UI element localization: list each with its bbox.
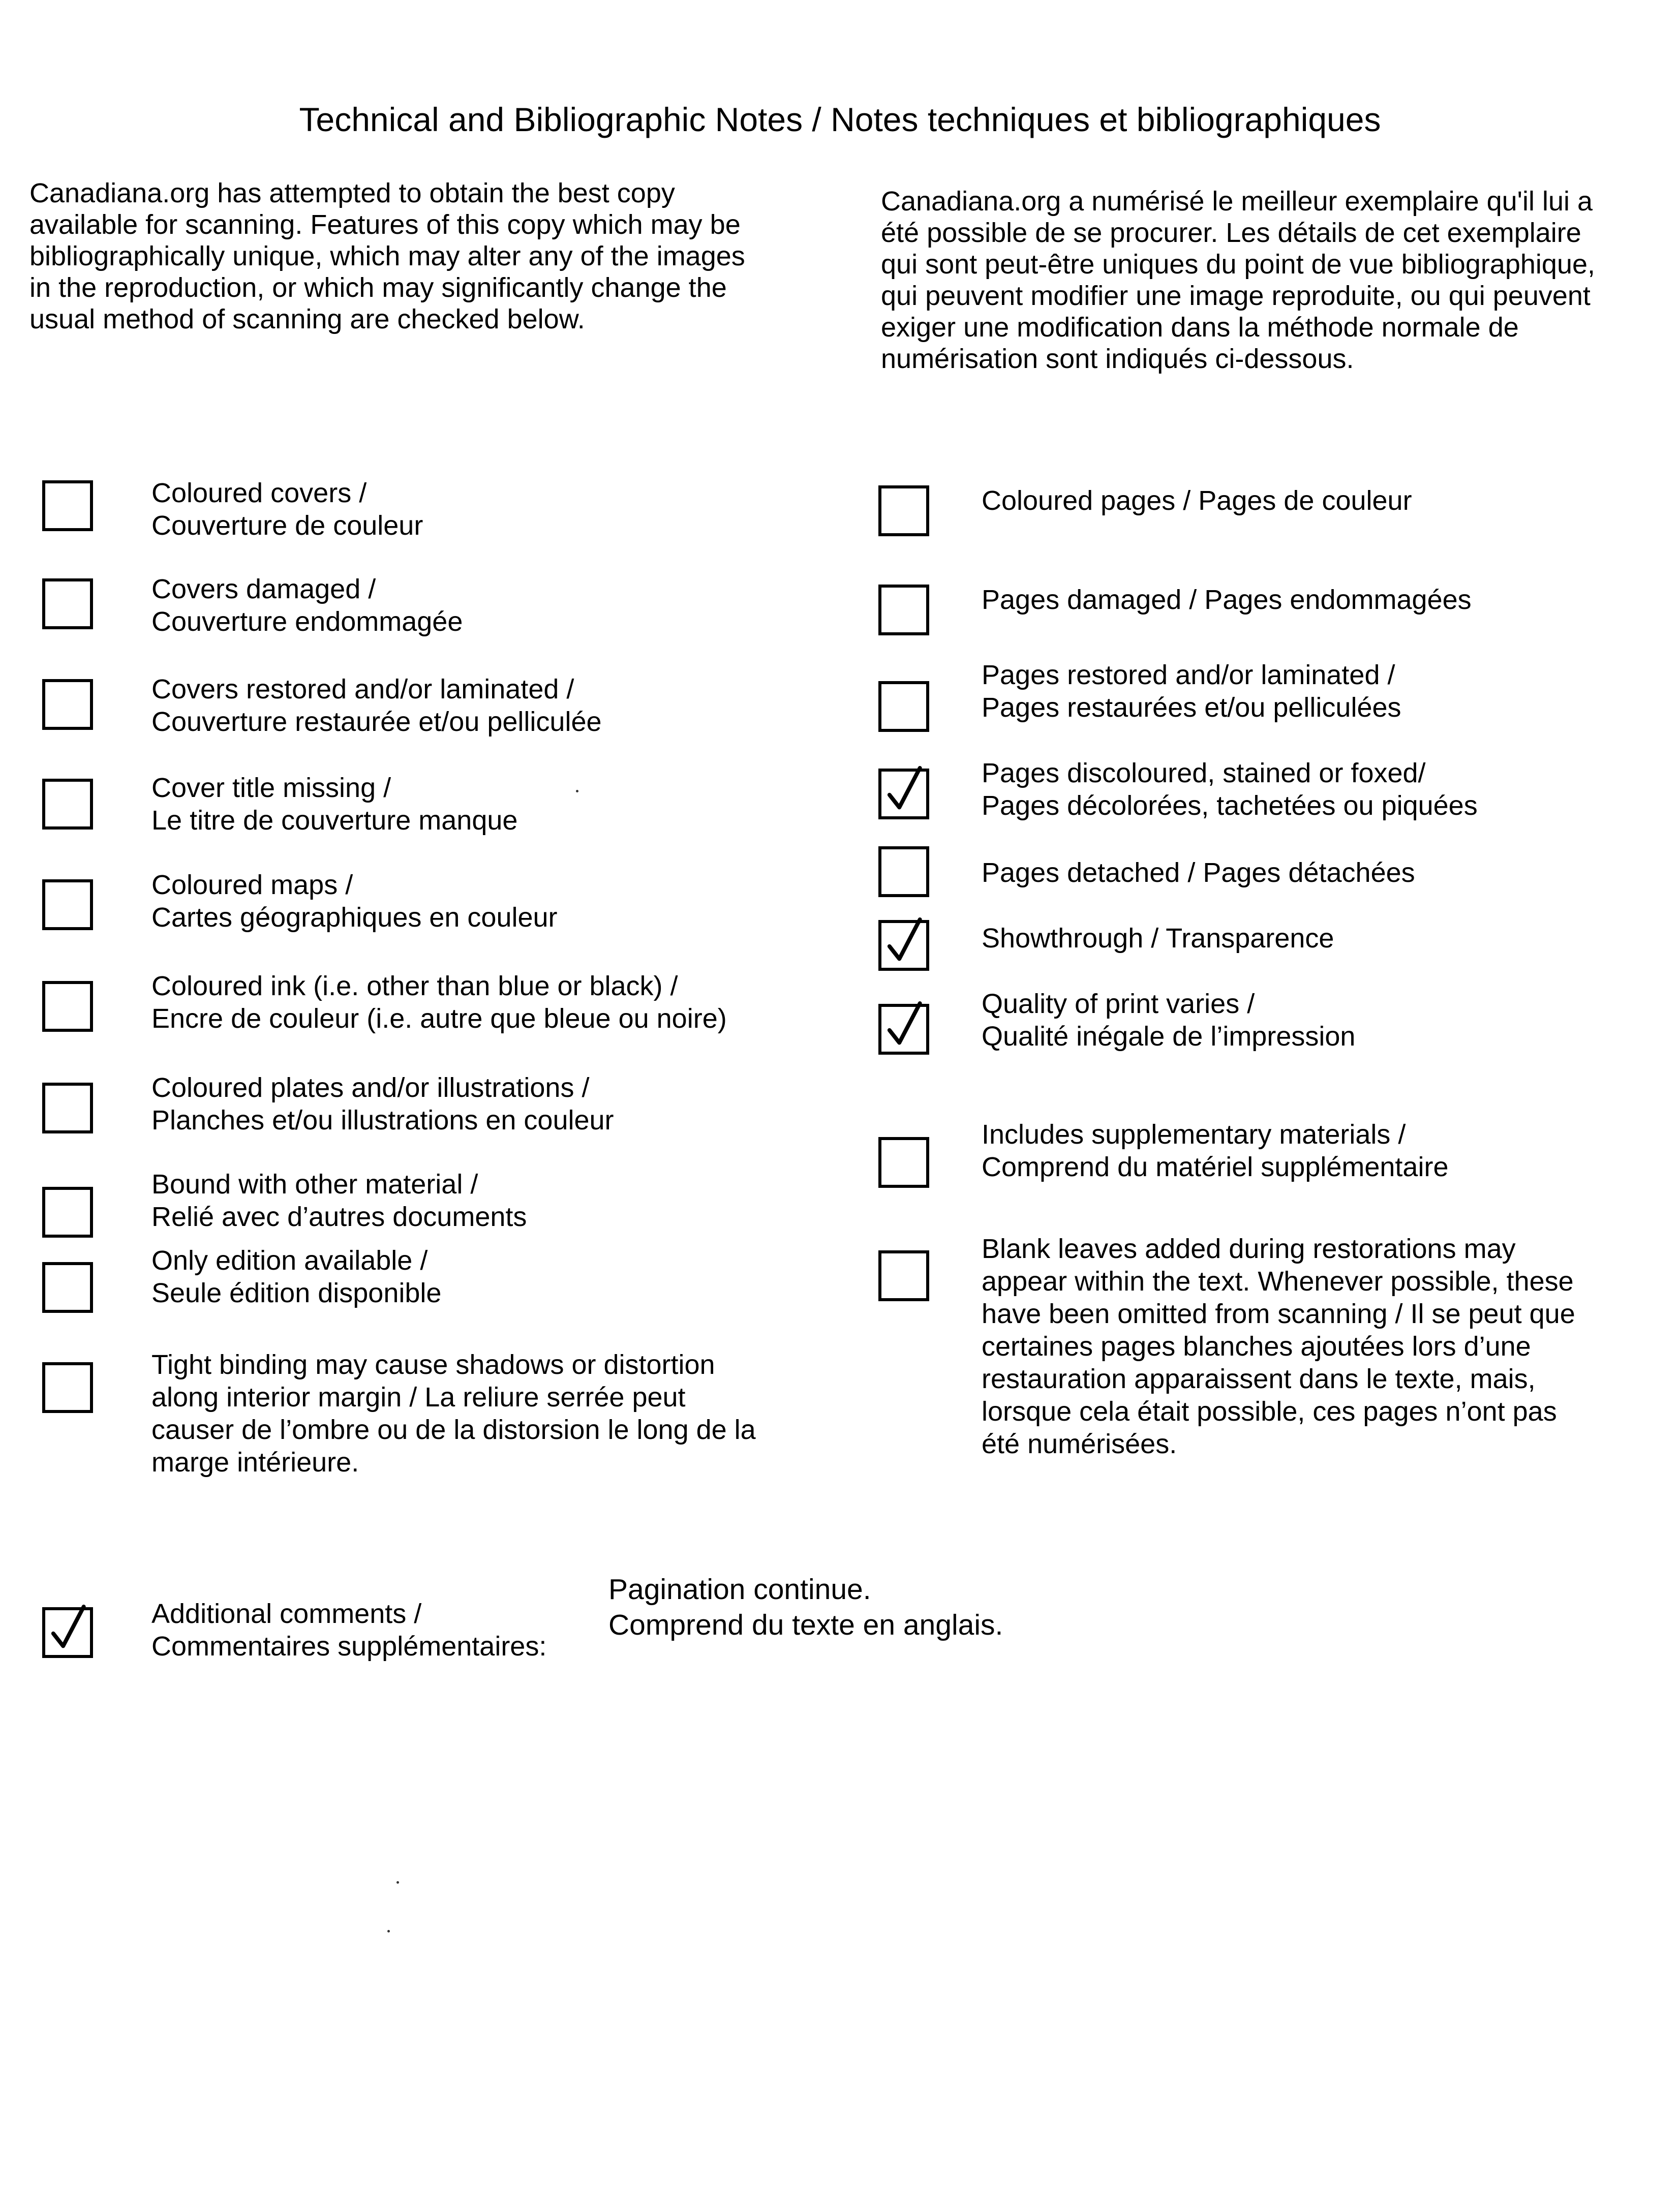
label-line: Pages damaged / Pages endommagées	[982, 585, 1472, 615]
scan-speck	[396, 1881, 399, 1884]
checkbox-checked[interactable]	[42, 1607, 93, 1658]
checkbox-label	[151, 477, 423, 542]
checkbox[interactable]	[42, 1187, 93, 1238]
checkbox[interactable]	[878, 681, 929, 732]
label-line: Pages detached / Pages détachées	[982, 857, 1415, 888]
checkbox[interactable]	[42, 679, 93, 730]
label-line: marge intérieure.	[151, 1447, 359, 1478]
label-line: Coloured covers /	[151, 478, 367, 508]
checkmark-icon	[881, 923, 926, 968]
label-line: Seule édition disponible	[151, 1278, 442, 1308]
intro-fr-line: Canadiana.org a numérisé le meilleur exemplaire qu'il lui a	[881, 186, 1593, 217]
checkbox-label	[982, 856, 1415, 889]
label-line: Pages restored and/or laminated /	[982, 660, 1395, 690]
checkbox-label	[982, 584, 1472, 616]
checkbox[interactable]	[878, 1137, 929, 1188]
scan-speck	[387, 1930, 390, 1932]
checkbox-label	[151, 673, 602, 738]
checkbox-label	[151, 1168, 527, 1233]
checkbox-checked[interactable]	[878, 1004, 929, 1055]
label-line: Pages discoloured, stained or foxed/	[982, 758, 1426, 788]
label-line: Pages restaurées et/ou pelliculées	[982, 692, 1401, 723]
checkbox[interactable]	[878, 485, 929, 536]
label-line: causer de l’ombre ou de la distorsion le long de la	[151, 1415, 756, 1445]
checkbox[interactable]	[878, 846, 929, 897]
label-line: Coloured plates and/or illustrations /	[151, 1072, 590, 1103]
checkbox-label	[151, 573, 463, 638]
checkbox-checked[interactable]	[878, 920, 929, 971]
label-line: Encre de couleur (i.e. autre que bleue ou noire)	[151, 1003, 727, 1034]
scan-speck	[576, 790, 578, 792]
checkbox[interactable]	[878, 1250, 929, 1301]
checkbox-label	[982, 757, 1478, 822]
checkbox[interactable]	[878, 585, 929, 635]
label-line: Coloured maps /	[151, 870, 353, 900]
intro-fr-line: numérisation sont indiqués ci-dessous.	[881, 344, 1354, 374]
intro-en-line: usual method of scanning are checked below.	[29, 304, 585, 334]
label-line: Bound with other material /	[151, 1169, 478, 1200]
label-line: Coloured pages / Pages de couleur	[982, 485, 1412, 516]
page-title: Technical and Bibliographic Notes / Notes techniques et bibliographiques	[299, 101, 1381, 138]
intro-fr-line: qui sont peut-être uniques du point de vue bibliographique,	[881, 249, 1596, 280]
label-line: Only edition available /	[151, 1245, 428, 1276]
checkbox[interactable]	[42, 1083, 93, 1133]
checkbox-label	[151, 1244, 441, 1309]
checkbox-label	[982, 1233, 1575, 1460]
label-line: lorsque cela était possible, ces pages n’ont pas	[982, 1396, 1557, 1427]
label-line: Comprend du matériel supplémentaire	[982, 1152, 1449, 1182]
checkbox-label	[982, 922, 1334, 955]
label-line: Showthrough / Transparence	[982, 923, 1334, 954]
intro-en-line: in the reproduction, or which may significantly change the	[29, 272, 727, 303]
label-line: restauration apparaissent dans le texte, mais,	[982, 1364, 1536, 1394]
label-line: appear within the text. Whenever possible, these	[982, 1266, 1574, 1297]
intro-english	[29, 177, 745, 335]
label-line: Commentaires supplémentaires:	[151, 1631, 547, 1662]
checkbox-label	[151, 869, 558, 934]
label-line: Includes supplementary materials /	[982, 1119, 1406, 1150]
label-line: Cover title missing /	[151, 773, 391, 803]
label-line: Couverture restaurée et/ou pelliculée	[151, 707, 602, 737]
label-line: certaines pages blanches ajoutées lors d’une	[982, 1331, 1531, 1362]
checkbox[interactable]	[42, 1262, 93, 1313]
additional-comments-text	[608, 1572, 1003, 1643]
label-line: Pages décolorées, tachetées ou piquées	[982, 790, 1478, 821]
intro-en-line: available for scanning. Features of this copy which may be	[29, 209, 741, 240]
checkbox[interactable]	[42, 981, 93, 1032]
label-line: Tight binding may cause shadows or distortion	[151, 1349, 715, 1380]
checkbox-checked[interactable]	[878, 769, 929, 819]
label-line: été numérisées.	[982, 1429, 1177, 1459]
intro-french	[881, 186, 1595, 375]
label-line: Qualité inégale de l’impression	[982, 1021, 1356, 1052]
intro-fr-line: été possible de se procurer. Les détails de cet exemplaire	[881, 218, 1581, 248]
label-line: Couverture de couleur	[151, 510, 423, 541]
checkbox[interactable]	[42, 1362, 93, 1413]
checkbox-label	[982, 659, 1401, 724]
checkbox-label	[151, 1348, 756, 1479]
checkbox-label	[151, 1598, 546, 1663]
label-line: along interior margin / La reliure serrée peut	[151, 1382, 686, 1413]
intro-en-line: bibliographically unique, which may alter any of the images	[29, 241, 745, 271]
label-line: Le titre de couverture manque	[151, 805, 518, 836]
intro-fr-line: qui peuvent modifier une image reproduite, ou qui peuvent	[881, 281, 1591, 311]
label-line: Covers damaged /	[151, 574, 376, 604]
label-line: have been omitted from scanning / Il se peut que	[982, 1299, 1575, 1329]
checkbox[interactable]	[42, 578, 93, 629]
label-line: Additional comments /	[151, 1599, 422, 1629]
checkbox-label	[982, 484, 1412, 517]
intro-en-line: Canadiana.org has attempted to obtain the best copy	[29, 178, 675, 208]
checkmark-icon	[881, 1007, 926, 1052]
intro-fr-line: exiger une modification dans la méthode normale de	[881, 312, 1519, 343]
label-line: Planches et/ou illustrations en couleur	[151, 1105, 614, 1135]
label-line: Relié avec d’autres documents	[151, 1202, 527, 1232]
checkmark-icon	[45, 1610, 90, 1655]
comment-line: Comprend du texte en anglais.	[608, 1609, 1003, 1641]
checkbox[interactable]	[42, 480, 93, 531]
label-line: Cartes géographiques en couleur	[151, 902, 558, 933]
comment-line: Pagination continue.	[608, 1573, 871, 1606]
checkbox-label	[151, 970, 727, 1035]
label-line: Blank leaves added during restorations may	[982, 1234, 1516, 1264]
checkbox-label	[151, 772, 517, 837]
checkbox-label	[151, 1071, 614, 1137]
checkbox[interactable]	[42, 879, 93, 930]
checkbox[interactable]	[42, 779, 93, 830]
label-line: Covers restored and/or laminated /	[151, 674, 574, 704]
label-line: Coloured ink (i.e. other than blue or black) /	[151, 971, 678, 1001]
checkbox-label	[982, 988, 1355, 1053]
label-line: Couverture endommagée	[151, 606, 463, 637]
checkbox-label	[982, 1118, 1448, 1183]
label-line: Quality of print varies /	[982, 989, 1255, 1019]
checkmark-icon	[881, 772, 926, 816]
